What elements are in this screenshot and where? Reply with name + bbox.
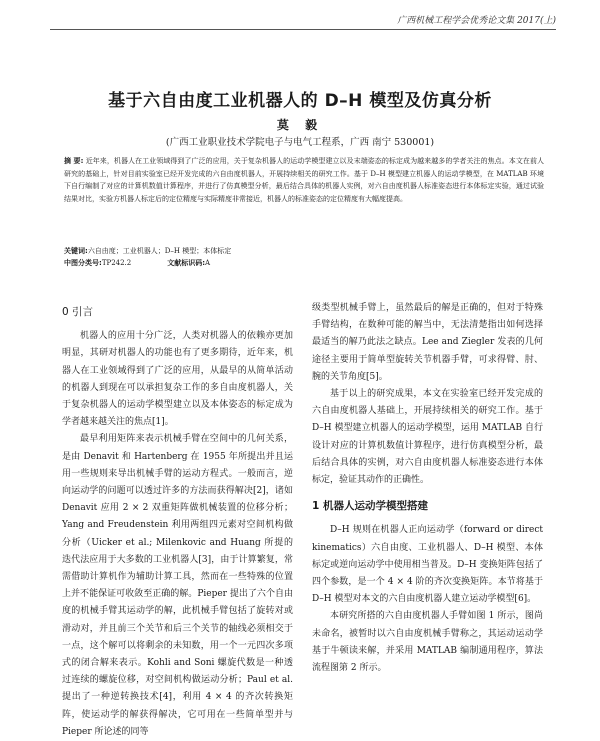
section-1-paragraph-1: D–H 规则在机器人正向运动学（forward or direct kinematics）六自由度、工业机器人、D–H 模型、本体标定或逆向运动学中使用相当普及。D–H 变换矩阵包括了四个参数，是一个 4 × 4 阶的齐次变换矩阵。本节将基于 D–H 模型对本文的六自由度机器人建立运动学模型[6]。: [312, 525, 543, 605]
running-header: 广西机械工程学会优秀论文集 2017(上): [397, 16, 556, 26]
section-1-paragraph-2: 本研究所搭的六自由度机器人手臂如图 1 所示，图尚未命名，被暂时以六自由度机械手臂称之，其运动运动学基于牛顿读来解，并采用 MATLAB 编制通用程序，算法流程图第 2 所示。: [312, 611, 543, 674]
doc-code-label: 文献标识码:: [167, 259, 206, 267]
intro-paragraph-3: 基于以上的研究成果，本文在实验室已经开发完成的六自由度机器人基础上，开展持续相关的研究工作。基于 D–H 模型建立机器人的运动学模型，运用 MATLAB 自行设计对应的计算机数值计算程序，进行仿真模型分析，最后结合具体的实例，对六自由度机器人标准姿态进行本体标定，验证其动作的正确性。: [312, 389, 543, 486]
intro-paragraph-2-continued: 级类型机械手臂上，虽然最后的解是正确的，但对于特殊手臂结构，在数种可能的解当中，无法清楚指出如何选择最适当的解乃此法之缺点。Lee and Ziegler 发表的几何途径主要用于简单型旋转关节机器手臂，可求得臂、肘、腕的关节角度[5]。: [312, 303, 543, 382]
section-0-heading: 0 引言: [62, 306, 94, 318]
keywords-label: 关键词:: [64, 247, 88, 255]
abstract-label: 摘 要:: [64, 157, 84, 165]
paper-title: 基于六自由度工业机器人的 D–H 模型及仿真分析: [108, 91, 492, 111]
intro-paragraph-1: 机器人的应用十分广泛，人类对机器人的依赖亦更加明显，其研对机器人的功能也有了更多期待，近年来，机器人在工业领域得到了广泛的应用，从最早的从简单活动的机器人到现在可以承担复杂工作的多自由度机器人，关于复杂机器人的运动学模型建立以及本体姿态的标定成为学者越来越关注的焦点[1]。: [62, 331, 293, 428]
clc-label: 中图分类号:: [64, 259, 102, 267]
keywords: [64, 245, 544, 257]
abstract-text: 近年来，机器人在工业领域得到了广泛的应用，关于复杂机器人的运动学模型建立以及末端姿态的标定成为越来越多的学者关注的焦点。本文在前人研究的基础上，针对目前实验室已经开发完成的六自由度机器人，开展持续相关的研究工作。基于 D–H 模型建立机器人的运动学模型，在 MATLAB 环境下自行编制了对应的计算机数值计算程序，并进行了仿真模型分析，最后结合具体的机器人实例，对六自由度机器人标准姿态进行本体标定实验，通过试验结果对比，实验方机器人标定后的定位精度与实际精度非常接近，机器人的标准姿态的定位精度有大幅度提高。: [64, 157, 544, 203]
abstract: [64, 155, 544, 205]
intro-paragraph-2: 最早利用矩阵来表示机械手臂在空间中的几何关系，是由 Denavit 和 Hartenberg 在 1955 年所提出并且运用一些规则来导出机械手臂的运动方程式。一般而言，逆向运动学的问题可以透过许多的方法而获得解决[2]，诸如 Denavit 应用 2 × 2 双重矩阵做机械装置的位移分析；Yang and Freudenstein 利用两组四元素对空间机构做分析（Uicker et al.; Milenkovic and Huang 所提的迭代法应用于大多数的工业机器人[3]，由于计算繁复，常需借助计算机作为辅助计算工具，然而在一些特殊的位置上并不能保证可收敛至正确的解。Pieper 提出了六个自由度的机械手臂其运动学的解，此机械手臂包括了旋转对或滑动对，并且前三个关节和后三个关节的轴线必须相交于一点，这个解可以将剩余的未知数，用一个一元四次多项式的闭合解来表示。Kohli and Soni 螺旋代数是一种透过连续的螺旋位移，对空间机构做运动分析；Paul et al. 提出了一种逆转换技术[4]，利用 4 × 4 的齐次转换矩阵，使运动学的解获得解决，它可用在一些简单型并与 Pieper 所论述的同等: [62, 434, 293, 737]
keywords-text: 六自由度；工业机器人；D–H 模型；本体标定: [87, 247, 232, 255]
author-affiliation: (广西工业职业技术学院电子与电气工程系，广西 南宁 530001): [165, 137, 435, 148]
header-rule: [50, 29, 556, 30]
clc-value: TP242.2: [101, 259, 132, 267]
section-1-heading: 1 机器人运动学模型搭建: [312, 500, 428, 513]
left-column: [62, 300, 293, 741]
author-name: 莫 毅: [276, 118, 324, 132]
classification-meta: [64, 258, 544, 268]
right-column: [312, 300, 543, 677]
doc-code-value: A: [205, 259, 211, 267]
